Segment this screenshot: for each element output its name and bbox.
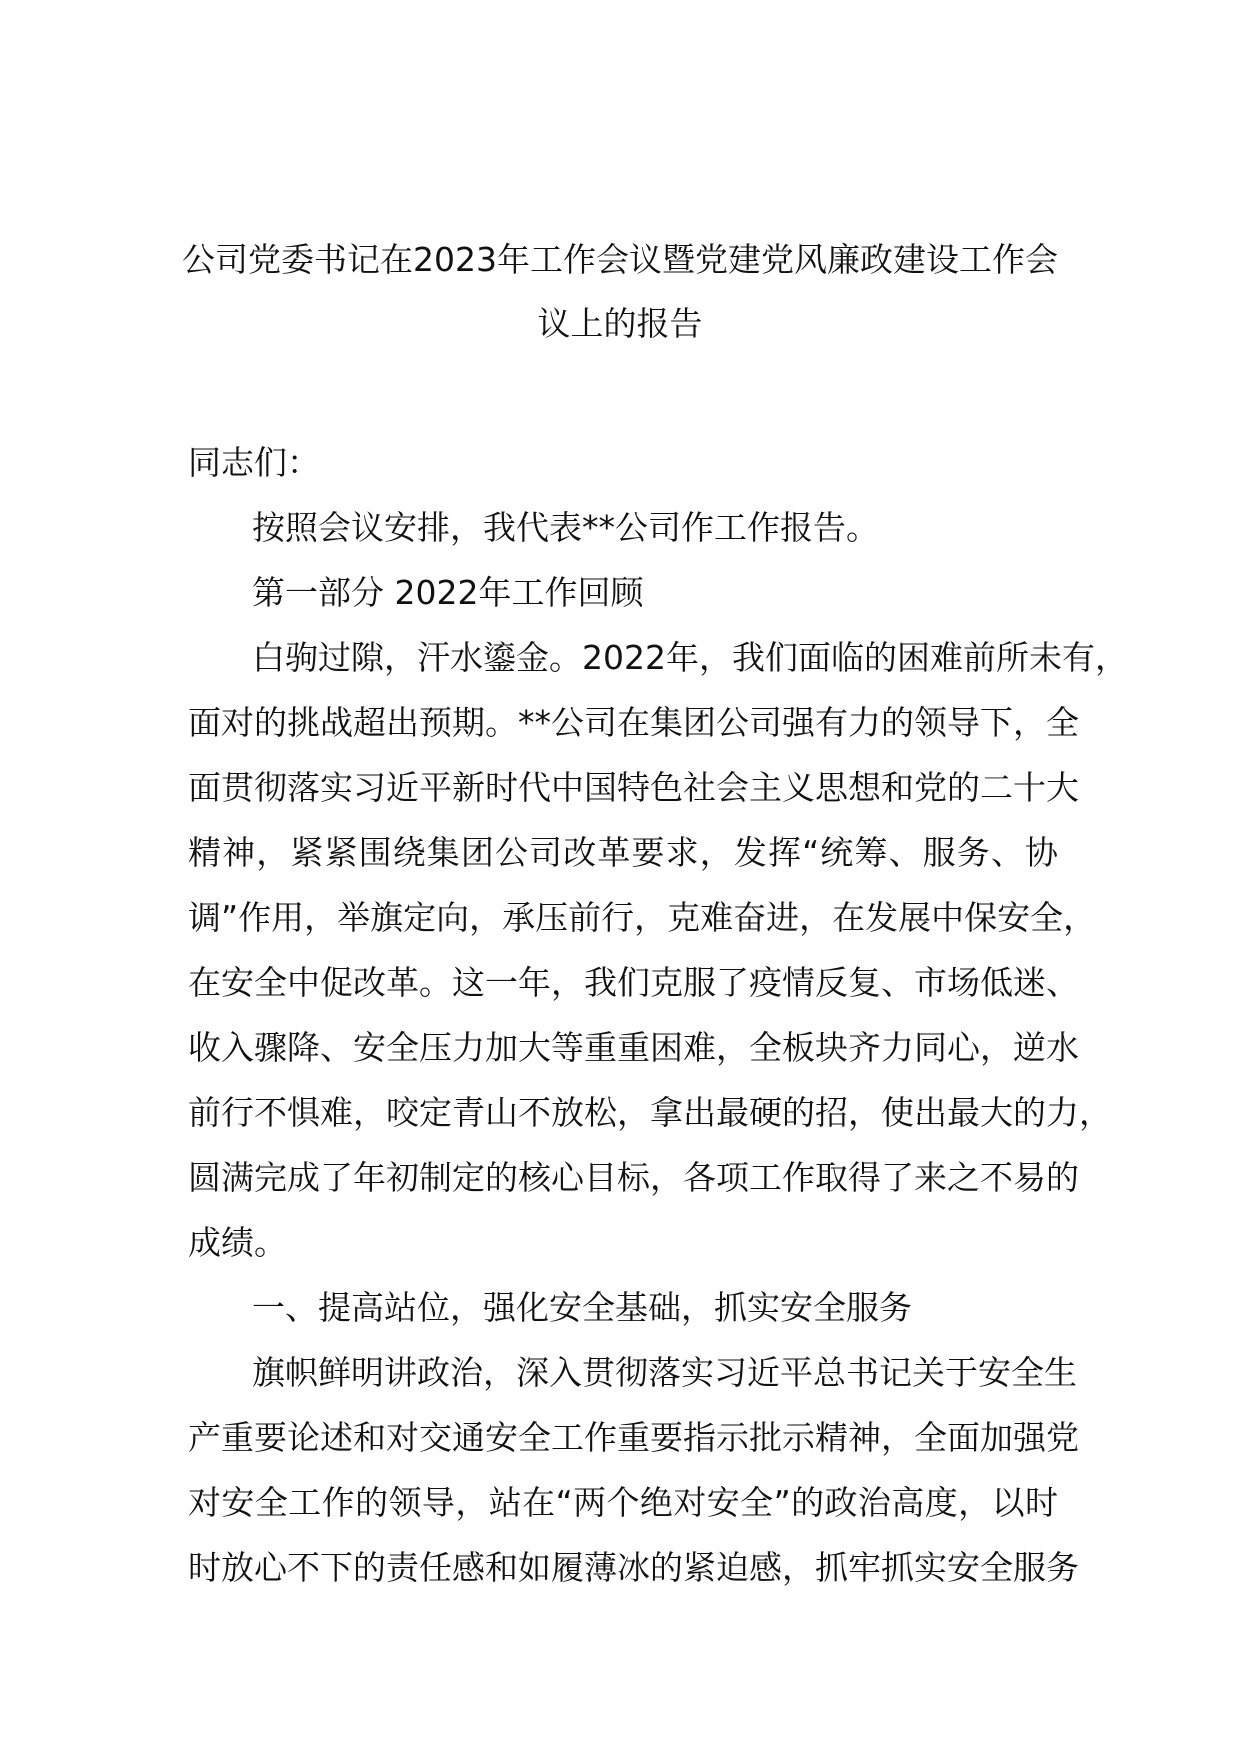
- report-title: [180, 228, 1060, 356]
- paragraph-line: 面对的挑战超出预期。**公司在集团公司强有力的领导下，全: [188, 703, 1079, 742]
- paragraph-line: 面贯彻落实习近平新时代中国特色社会主义思想和党的二十大: [188, 768, 1079, 807]
- review-paragraph: [188, 625, 1128, 1275]
- paragraph-line: 产重要论述和对交通安全工作重要指示批示精神，全面加强党: [188, 1418, 1079, 1457]
- paragraph-line: 调”作用，举旗定向，承压前行，克难奋进，在发展中保安全，: [188, 898, 1097, 937]
- report-body: [188, 430, 1128, 1600]
- paragraph-line: 圆满完成了年初制定的核心目标，各项工作取得了来之不易的: [188, 1158, 1079, 1197]
- salutation: 同志们：: [188, 443, 320, 482]
- paragraph-line: 旗帜鲜明讲政治，深入贯彻落实习近平总书记关于安全生: [252, 1353, 1077, 1392]
- report-title-line-1: 公司党委书记在2023年工作会议暨党建党风廉政建设工作会: [182, 240, 1058, 279]
- paragraph-line: 成绩。: [188, 1223, 287, 1262]
- section-paragraph: [188, 1340, 1079, 1600]
- intro-paragraph: 按照会议安排，我代表**公司作工作报告。: [252, 508, 879, 547]
- part-heading: 第一部分 2022年工作回顾: [252, 573, 644, 612]
- paragraph-line: 收入骤降、安全压力加大等重重困难，全板块齐力同心，逆水: [188, 1028, 1079, 1067]
- paragraph-line: 时放心不下的责任感和如履薄冰的紧迫感，抓牢抓实安全服务: [188, 1548, 1079, 1587]
- paragraph-line: 精神，紧紧围绕集团公司改革要求，发挥“统筹、服务、协: [188, 833, 1058, 872]
- section-heading: 一、提高站位，强化安全基础，抓实安全服务: [252, 1288, 912, 1327]
- paragraph-line: 在安全中促改革。这一年，我们克服了疫情反复、市场低迷、: [188, 963, 1079, 1002]
- paragraph-line: 白驹过隙，汗水鎏金。2022年，我们面临的困难前所未有，: [252, 638, 1128, 677]
- report-title-line-2: 议上的报告: [537, 304, 703, 343]
- paragraph-line: 前行不惧难，咬定青山不放松，拿出最硬的招，使出最大的力，: [188, 1093, 1112, 1132]
- paragraph-line: 对安全工作的领导，站在“两个绝对安全”的政治高度，以时: [188, 1483, 1058, 1522]
